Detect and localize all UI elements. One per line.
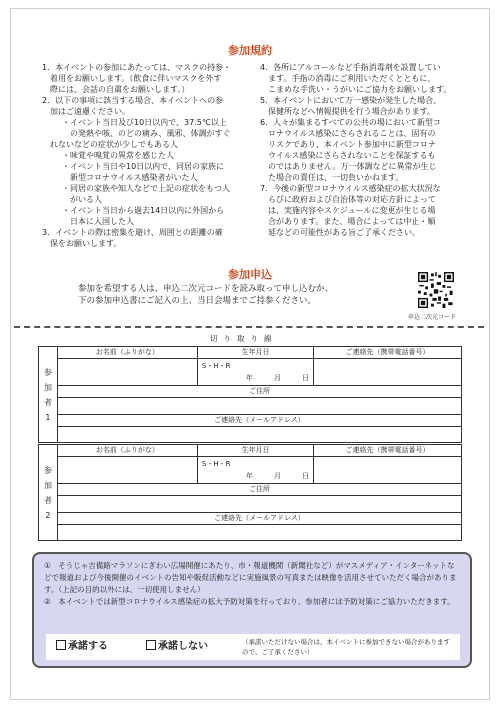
rule-line: ・イベント当日や10日以内で、同居の家族に — [62, 162, 225, 171]
rules-title: 参加規約 — [228, 44, 272, 57]
consent-row — [46, 634, 460, 660]
rule-line: 新型コロナウイルス感染者がいた人 — [62, 173, 198, 182]
participant-1-label — [39, 347, 58, 443]
participant-2-birth-field[interactable] — [197, 457, 313, 484]
rule-line: ロナウイルス感染にさらされることは、固有の — [260, 129, 436, 138]
participant-label-char: 1 — [45, 412, 51, 422]
rule-line: 5．本イベントにおいて万一感染が発生した場合、 — [260, 96, 442, 105]
participant-1-tel-field[interactable] — [314, 359, 462, 386]
tel-header: ご連絡先（携帯電話番号） — [314, 445, 462, 457]
qr-code-icon[interactable] — [418, 272, 454, 308]
rule-line: 保健所などへ情報提供を行う場合があります。 — [260, 107, 436, 116]
rule-line: 着用をお願いします。（飲食に伴いマスクを外す — [42, 74, 222, 83]
participant-label-char: 2 — [45, 510, 51, 520]
rule-line: 日本に入国した人 — [62, 217, 134, 226]
era-choice: S・H・R — [201, 362, 231, 370]
rules-left-column — [42, 62, 257, 249]
name-header: お名前（ふりがな） — [57, 347, 197, 359]
participant-1-email-field[interactable] — [57, 427, 461, 443]
participant-label-char: 者 — [43, 495, 52, 505]
participant-label-char: 参 — [43, 367, 52, 377]
rule-line: ・イベント当日から過去14日以内に外国から — [62, 206, 225, 215]
participant-label-char: 者 — [43, 397, 52, 407]
agree-label: 承諾する — [68, 641, 108, 652]
agree-option[interactable] — [56, 640, 108, 653]
notice-item-1: ① そうじゃ吉備路マラソンにぎわい広場開催にあたり、市・報道機関（新聞社など）がマスメディア・インターネットなどで報道および今後開催のイベントの告知や販促活動などに実施風景の写真または映像を活用させていただく場合があります。（上記の目的以外には、一切使用しません） — [44, 561, 457, 594]
rule-line: の発熱や咳、のどの痛み、風邪、体調がすぐ — [62, 129, 231, 138]
rule-line: 合があります。また、場合によっては中止・順 — [260, 217, 436, 226]
birth-header: 生年月日 — [197, 347, 313, 359]
rule-line: は、実施内容やスケジュールに変更が生じる場 — [260, 206, 436, 215]
participant-2-label — [39, 445, 58, 541]
rule-line: 2．以下の事項に該当する場合、本イベントへの参 — [42, 96, 224, 105]
rule-line: 3．イベントの際は密集を避け、周囲との距離の確 — [42, 228, 223, 237]
qr-label: 申込二次元コード — [408, 314, 457, 321]
birth-header: 生年月日 — [197, 445, 313, 457]
rule-line: のではありません。万一体調などに異常が生じ — [260, 162, 437, 171]
rule-line: 6．人々が集まるすべての公共の場において新型コ — [260, 118, 441, 127]
address-header: ご住所 — [57, 484, 461, 496]
rule-line: 7．今後の新型コロナウイルス感染症の拡大状況な — [260, 184, 441, 193]
date-units: 年 月 日 — [246, 374, 310, 382]
rule-line: がいる人 — [62, 195, 102, 204]
email-header: ご連絡先（メールアドレス） — [57, 513, 461, 525]
rule-line: 際には、会話の自粛をお願いします。） — [42, 85, 190, 94]
rule-line: 1．本イベントの参加にあたっては、マスクの持参・ — [42, 63, 232, 72]
apply-instructions — [78, 283, 333, 307]
disagree-checkbox[interactable] — [146, 640, 156, 650]
rule-line: 4．各所にアルコールなど手指消毒剤を設置してい — [260, 63, 441, 72]
email-header: ご連絡先（メールアドレス） — [57, 415, 461, 427]
rule-line: た場合の責任は、一切負いかねます。 — [260, 173, 404, 182]
participant-label-char: 加 — [43, 382, 52, 392]
rule-line: 保をお願いします。 — [42, 239, 122, 248]
cut-line — [14, 326, 484, 328]
participant-label-char: 加 — [43, 480, 52, 490]
rule-line: ・味覚や嗅覚の異常を感じた人 — [62, 151, 174, 160]
notice-item-2: ② 本イベントでは新型コロナウイルス感染症の拡大予防対策を行っており、参加者には予防対策にご協力いただきます。 — [44, 597, 455, 606]
address-header: ご住所 — [57, 386, 461, 398]
rule-line: ・イベント当日及び10日以内で、37.5℃以上 — [62, 118, 227, 127]
rule-line: らびに政府および自治体等の対応方針によって — [260, 195, 436, 204]
rule-line: ます。手指の消毒にご利用いただくとともに、 — [260, 74, 436, 83]
participant-label-char: 参 — [43, 465, 52, 475]
name-header: お名前（ふりがな） — [57, 445, 197, 457]
participant-2-address-field[interactable] — [57, 496, 461, 513]
rule-line: 延などの可能性がある旨ご了承ください。 — [260, 228, 420, 237]
era-choice: S・H・R — [201, 460, 231, 468]
participant-1-birth-field[interactable] — [197, 359, 313, 386]
consent-note: （承諾いただけない場合は、本イベントに参加できない場合がありますので、ご了承ください） — [242, 638, 450, 656]
apply-title: 参加申込 — [228, 268, 272, 281]
rule-line: 加はご遠慮ください。 — [42, 107, 130, 116]
agree-checkbox[interactable] — [56, 640, 66, 650]
tel-header: ご連絡先（携帯電話番号） — [314, 347, 462, 359]
participant-1-address-field[interactable] — [57, 398, 461, 415]
apply-line-2: 下の参加申込書にご記入の上、当日会場までご持参ください。 — [78, 296, 317, 306]
disagree-option[interactable] — [146, 640, 208, 653]
participant-2-form — [38, 444, 462, 541]
participant-1-name-field[interactable] — [57, 359, 197, 386]
consent-notice — [32, 552, 472, 668]
cut-label: 切り取り線 — [210, 334, 278, 343]
rule-line: ウイルス感染にさらされないことを保証するも — [260, 151, 436, 160]
participant-2-tel-field[interactable] — [314, 457, 462, 484]
participant-2-email-field[interactable] — [57, 525, 461, 541]
rule-line: れないなどの症状が少しでもある人 — [42, 140, 178, 149]
rules-right-column — [260, 62, 475, 238]
rule-line: リスクであり、本イベント参加中に新型コロナ — [260, 140, 436, 149]
participant-2-name-field[interactable] — [57, 457, 197, 484]
rule-line: こまめな手洗い・うがいにご協力をお願いします。 — [260, 85, 452, 94]
participant-1-form — [38, 346, 462, 443]
disagree-label: 承諾しない — [158, 641, 208, 652]
date-units: 年 月 日 — [246, 472, 310, 480]
apply-line-1: 参加を希望する人は、申込二次元コードを読み取って申し込むか、 — [78, 284, 334, 294]
rule-line: ・同居の家族や知人などで上記の症状をもつ人 — [62, 184, 230, 193]
